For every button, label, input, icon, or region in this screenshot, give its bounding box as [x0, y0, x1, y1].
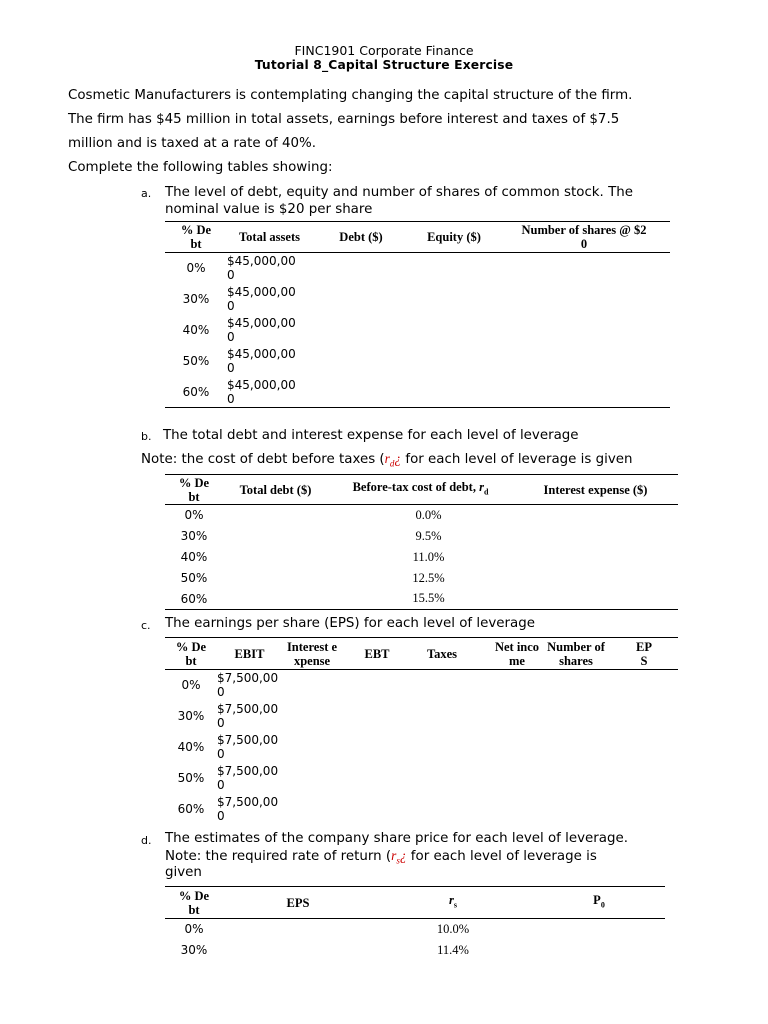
table-row — [165, 526, 678, 547]
table-d — [165, 886, 665, 961]
section-a-line-1: The level of debt, equity and number of shares of common stock. The — [165, 185, 633, 200]
ebit-cell: $7,500,000 — [217, 764, 279, 792]
tutorial-title: Tutorial 8_Capital Structure Exercise — [254, 58, 514, 72]
debt-cell: 30% — [177, 709, 205, 723]
intro-line-3: million and is taxed at a rate of 40%. — [68, 136, 317, 151]
debt-cell: 50% — [180, 571, 208, 585]
table-row — [165, 505, 678, 526]
header-cell: Interest expense — [282, 638, 342, 670]
debt-cell: 30% — [180, 943, 208, 957]
ebit-cell: $7,500,000 — [217, 795, 279, 823]
header-cell: % Debt — [165, 222, 227, 253]
ebit-cell: $7,500,000 — [217, 702, 279, 730]
course-title: FINC1901 Corporate Finance — [294, 43, 474, 58]
debt-cell: 50% — [177, 771, 205, 785]
table-row — [165, 547, 678, 568]
header-cell: Total debt ($) — [223, 475, 328, 505]
header-cell: % Debt — [165, 638, 217, 670]
section-d-letter: d. — [141, 834, 152, 847]
ebit-cell: $7,500,000 — [217, 671, 279, 700]
section-c-line-1: The earnings per share (EPS) for each level of leverage — [165, 616, 535, 631]
intro-line-2: The firm has $45 million in total assets, earnings before interest and taxes of $7.5 — [68, 112, 620, 127]
section-c-letter: c. — [141, 619, 151, 632]
header-cell: Debt ($) — [312, 222, 410, 253]
section-b-line-1: The total debt and interest expense for each level of leverage — [163, 428, 579, 443]
section-a-line-2: nominal value is $20 per share — [165, 202, 373, 217]
rs-symbol: $r_s¿$ — [391, 848, 407, 866]
table-row — [165, 315, 670, 346]
table-row — [165, 940, 665, 961]
header-cell: Before-tax cost of debt, $r_d$ — [328, 475, 513, 505]
header-cell: $P_0$ — [533, 887, 665, 919]
header-cell: EBIT — [217, 638, 282, 670]
section-a-letter: a. — [141, 187, 152, 200]
rate-cell: 0.0% — [415, 507, 442, 522]
table-row — [165, 794, 678, 825]
table-row — [165, 253, 670, 284]
table-a — [165, 221, 670, 408]
header-cell: EPS — [223, 887, 373, 919]
header-cell: % Debt — [165, 475, 223, 505]
intro-line-1: Cosmetic Manufacturers is contemplating changing the capital structure of the firm. — [68, 88, 633, 103]
ebit-cell: $7,500,000 — [217, 733, 279, 761]
header-cell: Interest expense ($) — [513, 475, 678, 505]
debt-cell: 40% — [180, 550, 208, 564]
debt-cell: 0% — [184, 922, 204, 937]
rate-cell: 15.5% — [328, 589, 513, 610]
debt-cell: 0% — [181, 678, 201, 693]
table-c — [165, 637, 678, 825]
section-d-line-1: The estimates of the company share price for each level of leverage. — [165, 831, 628, 846]
debt-cell: 0% — [186, 261, 206, 276]
rate-cell: 11.0% — [412, 549, 445, 564]
intro-line-4: Complete the following tables showing: — [68, 160, 333, 175]
header-cell: $r_s$ — [373, 887, 533, 919]
debt-cell: 60% — [177, 802, 205, 816]
section-d-note: Note: the required rate of return ($r_s¿$ for each level of leverage is — [165, 848, 597, 866]
assets-cell: $45,000,000 — [227, 316, 296, 344]
header-cell: Total assets — [227, 222, 312, 253]
table-row — [165, 568, 678, 589]
table-row — [165, 377, 670, 408]
debt-cell: 0% — [184, 508, 204, 523]
rate-cell: 9.5% — [415, 528, 442, 543]
rate-cell: 12.5% — [412, 570, 445, 585]
assets-cell: $45,000,000 — [227, 254, 296, 283]
debt-cell: 30% — [182, 292, 210, 306]
header-cell: Number of shares — [542, 638, 610, 670]
table-row — [165, 732, 678, 763]
header-cell: EBT — [342, 638, 412, 670]
debt-cell: 60% — [165, 589, 223, 610]
debt-cell: 60% — [165, 377, 227, 408]
table-row — [165, 919, 665, 940]
debt-cell: 40% — [182, 323, 210, 337]
rd-symbol: $r_d¿$ — [384, 451, 402, 469]
header-cell: Taxes — [412, 638, 472, 670]
debt-cell: 40% — [177, 740, 205, 754]
debt-cell: 30% — [180, 529, 208, 543]
table-row — [165, 670, 678, 701]
table-row — [165, 284, 670, 315]
section-b-note: Note: the cost of debt before taxes ($r_d¿$ for each level of leverage is given — [141, 451, 633, 469]
header-cell: % Debt — [165, 887, 223, 919]
section-b-letter: b. — [141, 430, 152, 443]
header-cell: Equity ($) — [410, 222, 498, 253]
table-row — [165, 346, 670, 377]
assets-cell: $45,000,000 — [227, 347, 296, 375]
rate-cell: 10.0% — [436, 921, 470, 936]
table-row — [165, 763, 678, 794]
table-b — [165, 474, 678, 610]
table-row — [165, 589, 678, 610]
debt-cell: 50% — [182, 354, 210, 368]
assets-cell: $45,000,000 — [227, 285, 296, 313]
header-cell: EP S — [610, 638, 678, 670]
header-cell: Number of shares @ $20 — [498, 222, 670, 253]
header-cell: Net income — [472, 638, 542, 670]
assets-cell: $45,000,000 — [227, 377, 312, 408]
table-row — [165, 701, 678, 732]
section-d-line-3: given — [165, 865, 202, 880]
rate-cell: 11.4% — [437, 942, 469, 957]
